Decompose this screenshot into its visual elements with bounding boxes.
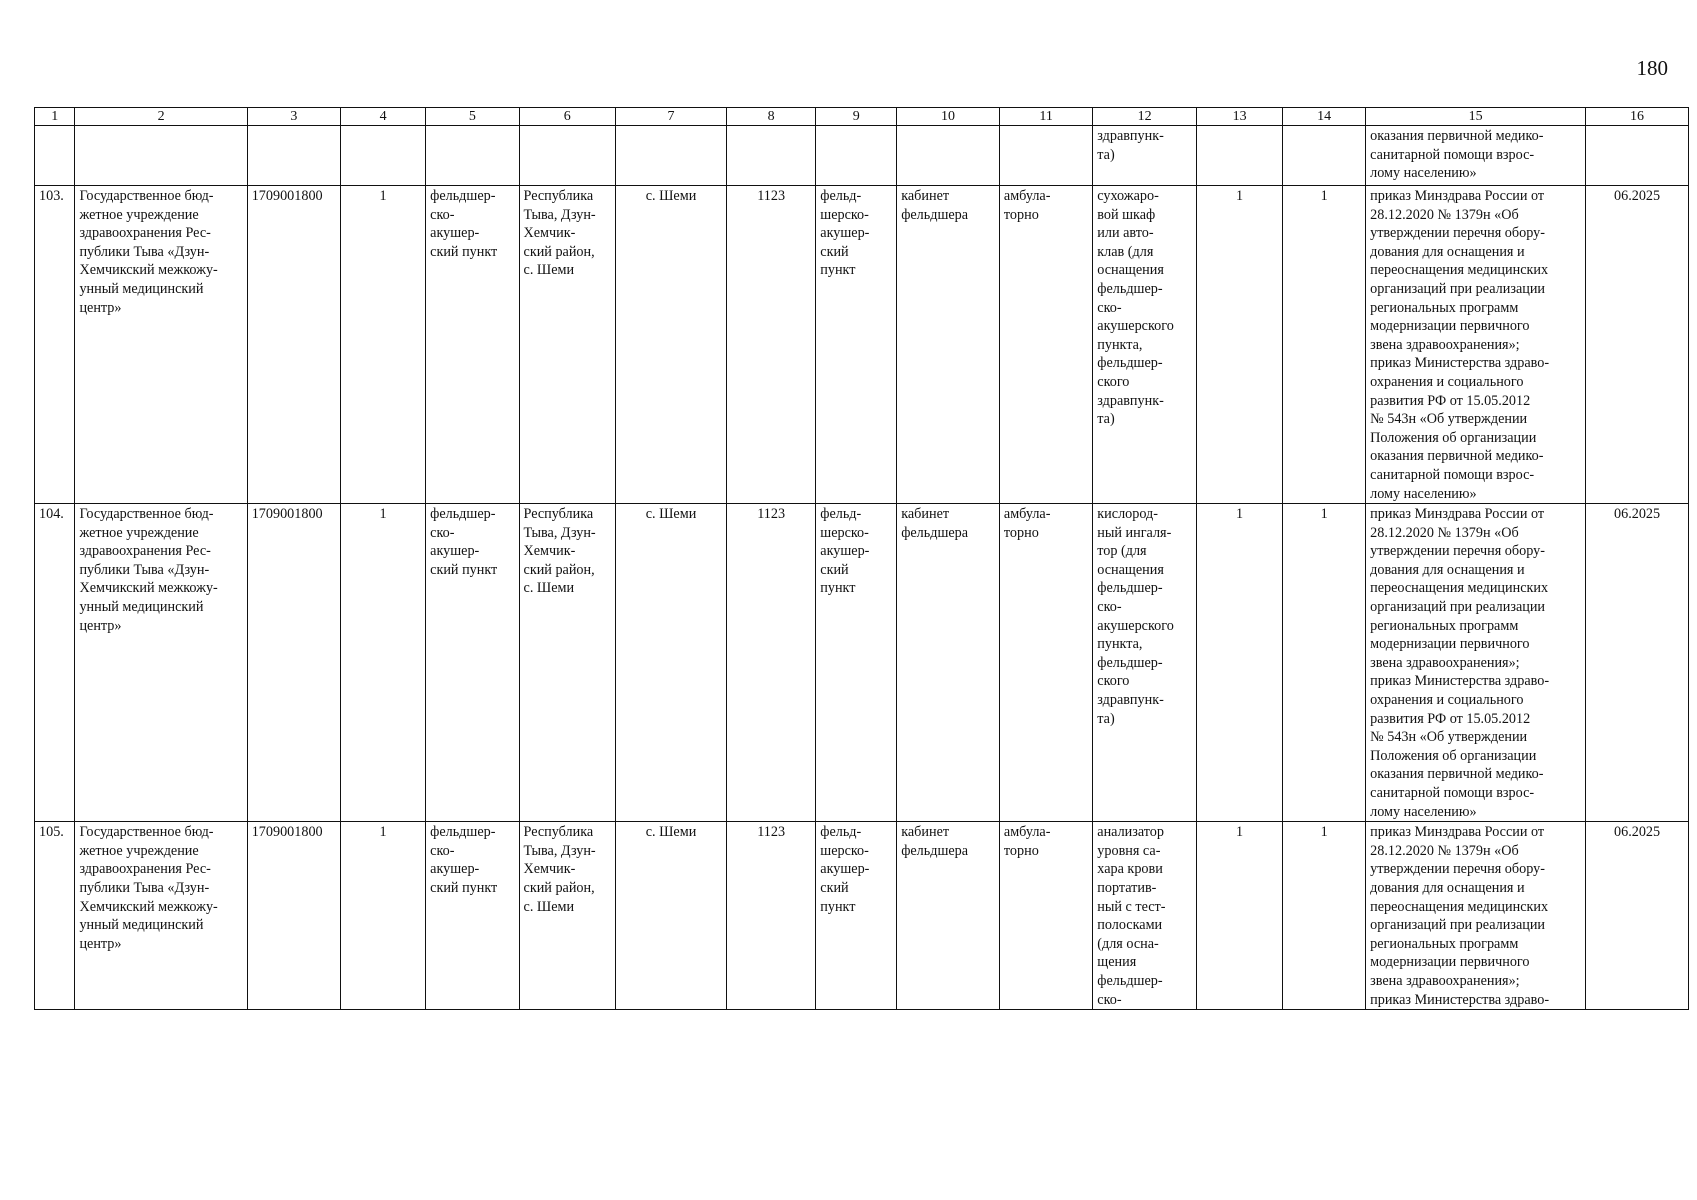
locality-cell: с. Шеми [616, 186, 727, 504]
quantity-cell: 1 [1197, 504, 1283, 822]
organization-cell: Государственное бюд- жетное учреждение здравоохранения Рес- публики Тыва «Дзун- Хемчикский межкожу- унный медицинский центр» [75, 822, 247, 1010]
legal-basis-cell: оказания первичной медико- санитарной помощи взрос- лому населению» [1366, 126, 1586, 186]
empty-cell [1586, 126, 1689, 186]
table-row [35, 822, 1689, 1010]
locality-cell: с. Шеми [616, 822, 727, 1010]
population-cell: 1123 [727, 186, 816, 504]
unit-type-cell: фельдшер- ско- акушер- ский пункт [426, 504, 519, 822]
empty-cell [426, 126, 519, 186]
column-number: 6 [519, 108, 616, 126]
count-cell: 1 [341, 822, 426, 1010]
empty-cell [1197, 126, 1283, 186]
empty-cell [999, 126, 1092, 186]
column-number: 9 [816, 108, 897, 126]
room-cell: кабинет фельдшера [897, 504, 1000, 822]
organization-cell: Государственное бюд- жетное учреждение здравоохранения Рес- публики Тыва «Дзун- Хемчикский межкожу- унный медицинский центр» [75, 504, 247, 822]
empty-cell [727, 126, 816, 186]
address-cell: Республика Тыва, Дзун- Хемчик- ский район, с. Шеми [519, 504, 616, 822]
legal-basis-cell: приказ Минздрава России от 28.12.2020 № 1379н «Об утверждении перечня обору- дования для оснащения и переоснащения медицинских организаций при реализации региональных программ модернизации первичного звена здравоохранения»; приказ Министерства здраво- охранения и социального развития РФ от 15.05.2012 № 543н «Об утверждении Положения об организации оказания первичной медико- санитарной помощи взрос- лому населению» [1366, 504, 1586, 822]
equipment-cell: сухожаро- вой шкаф или авто- клав (для оснащения фельдшер- ско- акушерского пункта, фельдшер- ского здравпунк- та) [1093, 186, 1197, 504]
population-cell: 1123 [727, 822, 816, 1010]
column-number: 16 [1586, 108, 1689, 126]
empty-cell [341, 126, 426, 186]
table-row-continuation [35, 126, 1689, 186]
table-row [35, 504, 1689, 822]
column-number: 1 [35, 108, 75, 126]
date-cell: 06.2025 [1586, 822, 1689, 1010]
column-number: 2 [75, 108, 247, 126]
division-cell: фельд- шерско- акушер- ский пункт [816, 822, 897, 1010]
empty-cell [35, 126, 75, 186]
care-form-cell: амбула- торно [999, 504, 1092, 822]
care-form-cell: амбула- торно [999, 186, 1092, 504]
address-cell: Республика Тыва, Дзун- Хемчик- ский район, с. Шеми [519, 186, 616, 504]
column-number: 13 [1197, 108, 1283, 126]
quantity-cell: 1 [1283, 504, 1366, 822]
equipment-cell: здравпунк- та) [1093, 126, 1197, 186]
row-number-cell: 105. [35, 822, 75, 1010]
count-cell: 1 [341, 186, 426, 504]
column-number: 12 [1093, 108, 1197, 126]
locality-cell: с. Шеми [616, 504, 727, 822]
unit-type-cell: фельдшер- ско- акушер- ский пункт [426, 822, 519, 1010]
empty-cell [519, 126, 616, 186]
column-number: 7 [616, 108, 727, 126]
row-number-cell: 104. [35, 504, 75, 822]
care-form-cell: амбула- торно [999, 822, 1092, 1010]
registry-table [34, 107, 1689, 1010]
column-number: 8 [727, 108, 816, 126]
table-row [35, 186, 1689, 504]
empty-cell [616, 126, 727, 186]
quantity-cell: 1 [1283, 186, 1366, 504]
row-number-cell: 103. [35, 186, 75, 504]
division-cell: фельд- шерско- акушер- ский пункт [816, 186, 897, 504]
column-number-row [35, 108, 1689, 126]
quantity-cell: 1 [1197, 186, 1283, 504]
code-cell: 1709001800 [247, 822, 340, 1010]
address-cell: Республика Тыва, Дзун- Хемчик- ский район, с. Шеми [519, 822, 616, 1010]
column-number: 10 [897, 108, 1000, 126]
empty-cell [897, 126, 1000, 186]
division-cell: фельд- шерско- акушер- ский пункт [816, 504, 897, 822]
empty-cell [247, 126, 340, 186]
column-number: 5 [426, 108, 519, 126]
empty-cell [1283, 126, 1366, 186]
unit-type-cell: фельдшер- ско- акушер- ский пункт [426, 186, 519, 504]
legal-basis-cell: приказ Минздрава России от 28.12.2020 № 1379н «Об утверждении перечня обору- дования для оснащения и переоснащения медицинских организаций при реализации региональных программ модернизации первичного звена здравоохранения»; приказ Министерства здраво- [1366, 822, 1586, 1010]
empty-cell [816, 126, 897, 186]
empty-cell [75, 126, 247, 186]
column-number: 15 [1366, 108, 1586, 126]
quantity-cell: 1 [1283, 822, 1366, 1010]
equipment-cell: кислород- ный ингаля- тор (для оснащения фельдшер- ско- акушерского пункта, фельдшер- ского здравпунк- та) [1093, 504, 1197, 822]
page-number: 180 [1636, 56, 1668, 80]
date-cell: 06.2025 [1586, 186, 1689, 504]
population-cell: 1123 [727, 504, 816, 822]
count-cell: 1 [341, 504, 426, 822]
column-number: 14 [1283, 108, 1366, 126]
room-cell: кабинет фельдшера [897, 822, 1000, 1010]
column-number: 11 [999, 108, 1092, 126]
code-cell: 1709001800 [247, 504, 340, 822]
date-cell: 06.2025 [1586, 504, 1689, 822]
legal-basis-cell: приказ Минздрава России от 28.12.2020 № 1379н «Об утверждении перечня обору- дования для оснащения и переоснащения медицинских организаций при реализации региональных программ модернизации первичного звена здравоохранения»; приказ Министерства здраво- охранения и социального развития РФ от 15.05.2012 № 543н «Об утверждении Положения об организации оказания первичной медико- санитарной помощи взрос- лому населению» [1366, 186, 1586, 504]
column-number: 3 [247, 108, 340, 126]
code-cell: 1709001800 [247, 186, 340, 504]
organization-cell: Государственное бюд- жетное учреждение здравоохранения Рес- публики Тыва «Дзун- Хемчикский межкожу- унный медицинский центр» [75, 186, 247, 504]
column-number: 4 [341, 108, 426, 126]
equipment-cell: анализатор уровня са- хара крови портатив- ный с тест- полосками (для осна- щения фельдшер- ско- [1093, 822, 1197, 1010]
room-cell: кабинет фельдшера [897, 186, 1000, 504]
quantity-cell: 1 [1197, 822, 1283, 1010]
